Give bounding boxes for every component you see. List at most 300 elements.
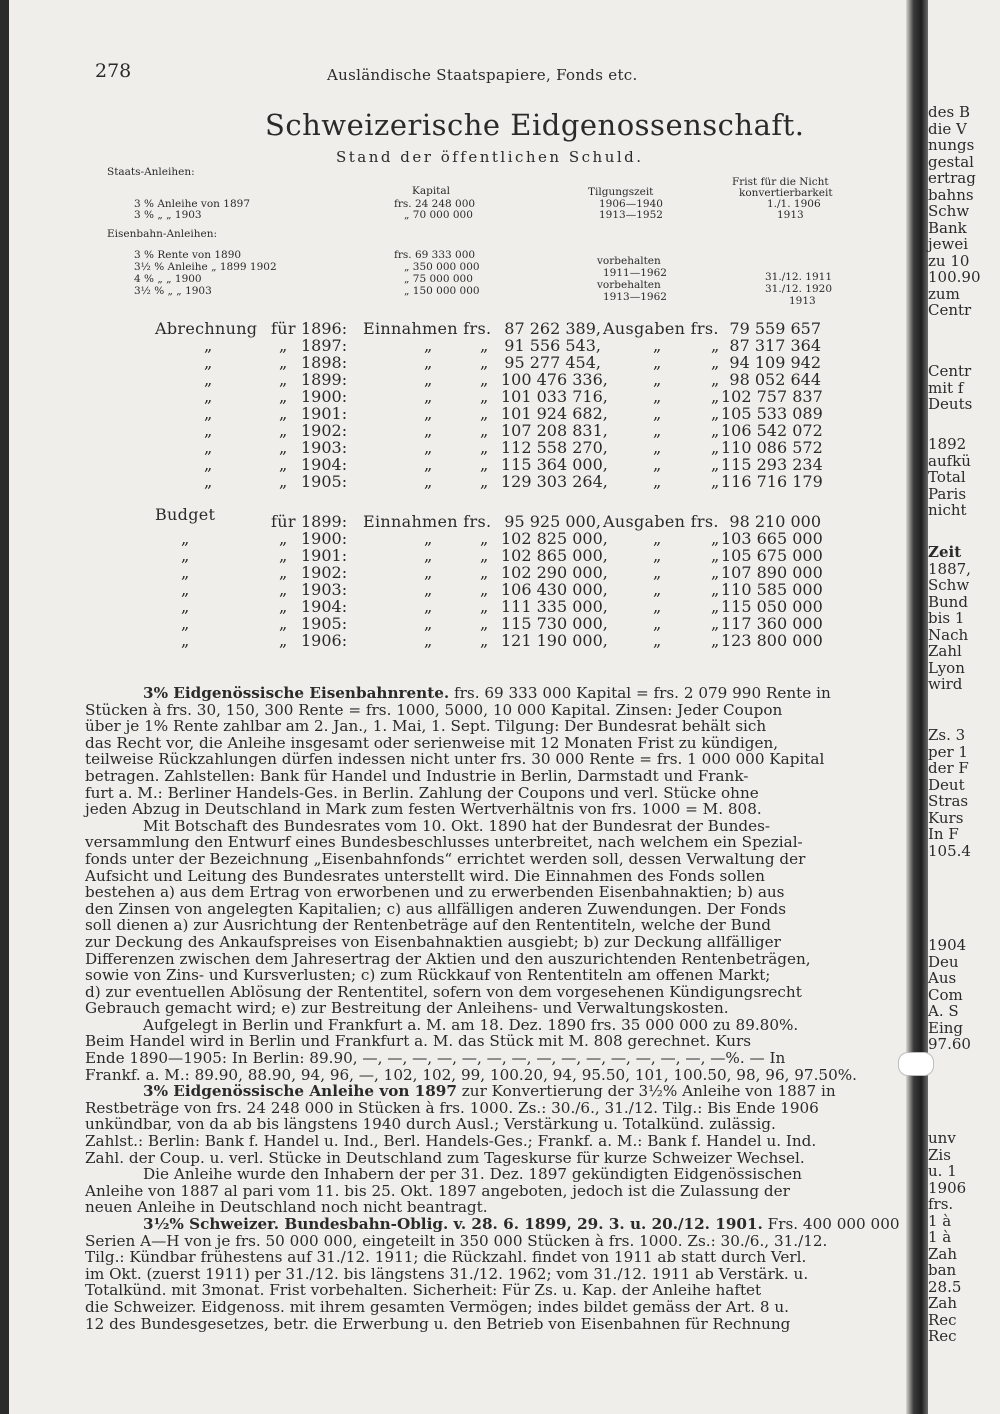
paragraph-line: Ende 1890—1905: In Berlin: 89.90, —, —, —, —, —, —, —, —, —, —, —, —, —, —, —%. — In — [85, 1049, 786, 1068]
einnahmen-label: Einnahmen frs. — [363, 319, 492, 338]
paragraph-line: teilweise Rückzahlungen dürfen indessen nicht unter frs. 30 000 Rente = frs. 1 000 000 Kapital — [85, 750, 825, 769]
margin-line: Nach — [928, 625, 969, 644]
bahn-row-kapital: frs. 69 333 000 — [394, 249, 476, 261]
paragraph-line: d) zur eventuellen Ablösung der Rententitel, sofern von dem vorgesehenen Kündigungsrecht — [85, 982, 802, 1001]
ausgaben-cell: 110 585 000 — [721, 580, 823, 599]
budget-ditto-col-2 — [279, 530, 299, 649]
page-subtitle: Stand der öffentlichen Schuld. — [336, 148, 644, 166]
einnahmen-cell: 100 476 336, — [501, 370, 608, 389]
ditto-mark: „ — [279, 546, 288, 565]
ditto-mark: „ — [204, 404, 213, 423]
ditto-mark: „ — [480, 421, 489, 440]
margin-line: frs. — [928, 1195, 954, 1213]
ausgaben-cell: 116 716 179 — [721, 472, 823, 491]
ditto-mark: „ — [279, 336, 288, 355]
ausgaben-cell: 103 665 000 — [721, 529, 823, 548]
paragraph-line: Aufgelegt in Berlin und Frankfurt a. M. am 18. Dez. 1890 frs. 35 000 000 zu 89.80%. — [143, 1015, 799, 1034]
year-cell: 1896: — [301, 319, 348, 338]
ditto-mark: „ — [424, 614, 433, 633]
einnahmen-cell: 102 825 000, — [501, 529, 608, 548]
einnahmen-cell: 107 208 831, — [501, 421, 608, 440]
ditto-mark: „ — [653, 353, 662, 372]
margin-line: Com — [928, 985, 963, 1004]
ditto-mark: „ — [653, 438, 662, 457]
ditto-mark: „ — [424, 597, 433, 616]
margin-line: Zah — [928, 1294, 958, 1312]
year-cell: 1904: — [301, 597, 348, 616]
abrechnung-years — [301, 320, 347, 490]
bahn-frist: 1913 — [789, 295, 816, 307]
margin-line: 1906 — [928, 1178, 967, 1197]
ausgaben-cell: 87 317 364 — [729, 336, 821, 355]
ditto-mark: „ — [424, 370, 433, 389]
einnahmen-cell: 102 290 000, — [501, 563, 608, 582]
paragraph-line: neuen Anleihe in Deutschland noch nicht beantragt. — [85, 1198, 488, 1217]
ditto-mark: „ — [653, 546, 662, 565]
paragraph-line: Totalkünd. mit 3monat. Frist vorbehalten. Sicherheit: Für Zs. u. Kap. der Anleihe haftet — [85, 1281, 762, 1300]
margin-line: Aus — [928, 969, 957, 987]
page-title: Schweizerische Eidgenossenschaft. — [265, 108, 805, 142]
facing-page-fragment — [928, 0, 1000, 1414]
ausgaben-cell: 123 800 000 — [721, 631, 823, 650]
ausgaben-ditto-col — [653, 337, 673, 490]
paragraph-line: Frankf. a. M.: 89.90, 88.90, 94, 96, —, 102, 102, 99, 100.20, 94, 95.50, 101, 100.50, 98, 96, 97.50%. — [85, 1065, 857, 1084]
ditto-mark: „ — [653, 336, 662, 355]
ditto-mark: „ — [653, 370, 662, 389]
staats-row-tilgung: 1906—1940 — [599, 198, 663, 210]
paragraph-line: zur Deckung des Ankaufspreises von Eisenbahnaktien ausgiebt; b) zur Deckung allfälliger — [85, 932, 781, 951]
year-cell: 1906: — [301, 631, 348, 650]
paragraph-line: Aufsicht und Leitung des Bundesrates unterstellt wird. Die Einnahmen des Fonds sollen — [85, 866, 765, 885]
margin-line: u. 1 — [928, 1162, 957, 1180]
paragraph-line: Tilg.: Kündbar frühestens auf 31./12. 1911; die Rückzahl. findet von 1911 ab statt durch Verl. — [85, 1248, 807, 1267]
margin-block — [928, 937, 1000, 1053]
staats-row-frist: 1./1. 1906 — [767, 198, 821, 210]
paragraph-line: jeden Abzug in Deutschland in Mark zum festen Wertverhältnis von frs. 1000 = M. 808. — [85, 800, 762, 819]
ditto-mark: „ — [653, 421, 662, 440]
paragraph-line: Restbeträge von frs. 24 248 000 in Stücken à frs. 1000. Zs.: 30./6., 31./12. Tilg.: Bis Ende 1906 — [85, 1098, 819, 1117]
ausgaben-cell: 79 559 657 — [729, 319, 821, 338]
ditto-mark: „ — [279, 455, 288, 474]
bahn-tilgung: vorbehalten — [597, 279, 661, 291]
margin-line: Schw — [928, 576, 970, 594]
ditto-mark: „ — [279, 353, 288, 372]
year-cell: 1901: — [301, 546, 348, 565]
margin-line: die V — [928, 119, 967, 138]
paragraph-line: im Okt. (zuerst 1911) per 31./12. bis längstens 31./12. 1962; vom 31./12. 1911 ab Verstärk. u. — [85, 1264, 809, 1283]
ditto-mark: „ — [279, 404, 288, 423]
margin-line: ertrag — [928, 169, 976, 187]
ditto-mark: „ — [424, 472, 433, 491]
ditto-mark: „ — [204, 370, 213, 389]
year-cell: 1900: — [301, 387, 348, 406]
ausgaben-cell: 106 542 072 — [721, 421, 823, 440]
year-cell: 1904: — [301, 455, 348, 474]
ditto-mark: „ — [204, 438, 213, 457]
ditto-mark: „ — [424, 438, 433, 457]
margin-line: Rec — [928, 1327, 957, 1345]
margin-block — [928, 104, 1000, 319]
paragraph-line: Stücken à frs. 30, 150, 300 Rente = frs. 1000, 5000, 10 000 Kapital. Zinsen: Jeder Coupon — [85, 700, 783, 719]
ditto-mark: „ — [653, 597, 662, 616]
bahn-tilgung: vorbehalten — [597, 255, 661, 267]
ditto-mark: „ — [480, 597, 489, 616]
ditto-mark: „ — [480, 529, 489, 548]
text-run: frs. 69 333 000 Kapital = frs. 2 079 990 Rente in — [449, 684, 831, 702]
year-cell: 1899: — [301, 512, 348, 531]
year-cell: 1903: — [301, 438, 348, 457]
ausgaben-cell: 105 533 089 — [721, 404, 823, 423]
margin-line: A. S — [928, 1002, 959, 1020]
ausgaben-cell: 107 890 000 — [721, 563, 823, 582]
staats-row-frist: 1913 — [777, 209, 804, 221]
ditto-mark: „ — [424, 387, 433, 406]
paragraph-line: bestehen a) aus dem Ertrag von erworbenen und zu erwerbenden Eisenbahnaktien; b) aus — [85, 883, 785, 902]
year-cell: 1900: — [301, 529, 348, 548]
margin-line: Zahl — [928, 642, 962, 660]
ditto-mark: „ — [181, 529, 190, 548]
bahn-row-desc: 3 % Rente von 1890 — [134, 249, 242, 261]
year-cell: 1903: — [301, 580, 348, 599]
margin-line: aufkü — [928, 451, 971, 470]
einnahmen-cell: 87 262 389, — [504, 319, 601, 338]
einnahmen-cell: 112 558 270, — [501, 438, 608, 457]
margin-line: 1887, — [928, 559, 971, 578]
year-cell: 1901: — [301, 404, 348, 423]
ditto-mark: „ — [279, 529, 288, 548]
margin-line: 28.5 — [928, 1277, 962, 1296]
ditto-mark: „ — [204, 353, 213, 372]
ditto-mark: „ — [204, 387, 213, 406]
ausgaben-cell: 94 109 942 — [729, 353, 821, 372]
paragraph-line: Gebrauch gemacht wird; e) zur Bestreitung der Anleihens- und Verwaltungskosten. — [85, 999, 729, 1018]
ditto-mark: „ — [480, 370, 489, 389]
margin-line: 1904 — [928, 936, 967, 954]
ausgaben-cell: 105 675 000 — [721, 546, 823, 565]
paragraph-line — [85, 1215, 900, 1233]
abrechnung-ditto-col-2 — [279, 337, 299, 490]
ditto-mark: „ — [204, 421, 213, 440]
paragraph-line — [85, 1083, 885, 1100]
ditto-mark: „ — [653, 472, 662, 491]
margin-line: mit f — [928, 378, 964, 397]
margin-line: der F — [928, 759, 969, 777]
budget-ausgaben-values — [721, 513, 821, 649]
margin-line: gestal — [928, 152, 974, 171]
paragraph-line: Anleihe von 1887 al pari vom 11. bis 25. Okt. 1897 angeboten, jedoch ist die Zulassung der — [85, 1181, 790, 1200]
text-run: zur Konvertierung der 3½% Anleihe von 1887 in — [456, 1082, 836, 1101]
margin-line: Centr — [928, 301, 972, 319]
ditto-mark: „ — [480, 631, 489, 650]
margin-line: Total — [928, 468, 966, 486]
bahn-tilgung: 1911—1962 — [603, 267, 667, 279]
section-heading: 3½% Schweizer. Bundesbahn-Oblig. v. 28. 6. 1899, 29. 3. u. 20./12. 1901. — [143, 1215, 763, 1233]
einnahmen-cell: 101 033 716, — [501, 387, 608, 406]
ausgaben-label: Ausgaben frs. — [603, 319, 719, 338]
ditto-mark: „ — [424, 631, 433, 650]
ditto-mark: „ — [279, 421, 288, 440]
ditto-mark: „ — [424, 421, 433, 440]
staats-anleihen-label: Staats-Anleihen: — [107, 166, 195, 178]
ditto-mark: „ — [480, 472, 489, 491]
margin-block — [928, 363, 1000, 413]
ditto-mark: „ — [204, 472, 213, 491]
einnahmen-cell: 101 924 682, — [501, 404, 608, 423]
ditto-mark: „ — [711, 353, 720, 372]
ditto-mark: „ — [711, 580, 720, 599]
year-cell: 1897: — [301, 336, 348, 355]
ditto-mark: „ — [279, 614, 288, 633]
einnahmen-cell: 95 277 454, — [504, 353, 601, 372]
ditto-mark: „ — [424, 353, 433, 372]
bahn-tilgung: 1913—1962 — [603, 291, 667, 303]
ditto-mark: „ — [279, 387, 288, 406]
ditto-mark: „ — [480, 546, 489, 565]
margin-line: Paris — [928, 484, 967, 503]
ditto-mark: „ — [181, 546, 190, 565]
paragraph-line: betragen. Zahlstellen: Bank für Handel und Industrie in Berlin, Darmstadt und Frank- — [85, 766, 749, 785]
year-cell: 1899: — [301, 370, 348, 389]
margin-line: 1892 — [928, 435, 967, 453]
abrechnung-ditto-col — [204, 337, 224, 490]
margin-block — [928, 436, 1000, 519]
ditto-mark: „ — [424, 563, 433, 582]
ditto-mark: „ — [711, 421, 720, 440]
bahn-frist: 31./12. 1920 — [765, 283, 832, 295]
margin-line: Zis — [928, 1145, 951, 1164]
einnahmen-cell: 91 556 543, — [504, 336, 601, 355]
ditto-mark: „ — [480, 580, 489, 599]
einnahmen-cell: 121 190 000, — [501, 631, 608, 650]
einnahmen-cell: 106 430 000, — [501, 580, 608, 599]
ditto-mark: „ — [181, 563, 190, 582]
section-heading: 3% Eidgenössische Eisenbahnrente. — [143, 684, 450, 702]
margin-line: zum — [928, 284, 960, 303]
margin-line: Deuts — [928, 395, 973, 413]
year-cell: 1905: — [301, 614, 348, 633]
paragraph-line: Beim Handel wird in Berlin und Frankfurt a. M. das Stück mit M. 808 gerechnet. Kurs — [85, 1032, 752, 1051]
ditto-mark: „ — [480, 353, 489, 372]
ausgaben-cell: 115 050 000 — [721, 597, 823, 616]
ditto-mark: „ — [424, 404, 433, 423]
ditto-mark: „ — [424, 580, 433, 599]
paragraph-line: das Recht vor, die Anleihe insgesamt oder serienweise mit 12 Monaten Frist zu kündigen, — [85, 733, 779, 752]
margin-line: bis 1 — [928, 609, 965, 627]
margin-line: Centr — [928, 362, 972, 380]
ditto-mark: „ — [711, 387, 720, 406]
ausgaben-cell: 110 086 572 — [721, 438, 823, 457]
budget-ein-ditto — [424, 530, 444, 649]
ausgaben-cell: 117 360 000 — [721, 614, 823, 633]
page-number: 278 — [95, 60, 132, 82]
paragraph-line: soll dienen a) zur Ausrichtung der Rentenbeträge auf den Rententiteln, welche der Bund — [85, 916, 772, 935]
margin-line: Eing — [928, 1018, 964, 1037]
frist-header-1: Frist für die Nicht — [732, 176, 829, 188]
ditto-mark: „ — [653, 529, 662, 548]
ditto-mark: „ — [711, 472, 720, 491]
paragraph-line: Zahlst.: Berlin: Bank f. Handel u. Ind., Berl. Handels-Ges.; Frankf. a. M.: Bank f. Handel u. Ind. — [85, 1132, 817, 1151]
ausgaben-cell: 102 757 837 — [721, 387, 823, 406]
tilgung-header: Tilgungszeit — [588, 186, 654, 198]
margin-line: nungs — [928, 136, 975, 154]
frist-header-2: konvertierbarkeit — [739, 187, 833, 199]
paragraph-line: Die Anleihe wurde den Inhabern der per 31. Dez. 1897 gekündigten Eidgenössischen — [143, 1165, 802, 1184]
einnahmen-label: Einnahmen frs. — [363, 512, 492, 531]
ditto-mark: „ — [653, 387, 662, 406]
ditto-mark: „ — [204, 336, 213, 355]
margin-line: nicht — [928, 501, 967, 519]
bahn-row-kapital: „ 75 000 000 — [404, 273, 473, 285]
ditto-mark: „ — [653, 404, 662, 423]
budget-label: Budget — [155, 505, 216, 524]
paper-clip-artifact — [898, 1052, 934, 1076]
year-cell: 1898: — [301, 353, 348, 372]
fuer-label: für — [271, 319, 296, 338]
ditto-mark: „ — [480, 455, 489, 474]
ditto-mark: „ — [480, 614, 489, 633]
running-head: Ausländische Staatspapiere, Fonds etc. — [327, 66, 638, 84]
staats-row-tilgung: 1913—1952 — [599, 209, 663, 221]
paragraph-eisenbahnrente — [85, 684, 900, 1333]
ditto-mark: „ — [181, 580, 190, 599]
paragraph-line: Mit Botschaft des Bundesrates vom 10. Okt. 1890 hat der Bundesrat der Bundes- — [143, 816, 771, 835]
margin-line: 1 à — [928, 1228, 952, 1246]
paragraph-line: unkündbar, von da ab bis längstens 1940 durch Ausl.; Verstärkung u. Totalkünd. zulässig. — [85, 1115, 776, 1134]
staats-row-desc: 3 % Anleihe von 1897 — [134, 198, 250, 210]
left-binding-edge — [0, 0, 9, 1414]
einnahmen-cell: 102 865 000, — [501, 546, 608, 565]
budget-ditto-col — [181, 530, 201, 649]
margin-line: bahns — [928, 185, 974, 204]
margin-line: jewei — [928, 235, 969, 253]
abrechnung-label: Abrechnung — [155, 319, 258, 338]
paragraph-line: 12 des Bundesgesetzes, betr. die Erwerbung u. den Betrieb von Eisenbahnen für Rechnung — [85, 1314, 791, 1333]
ditto-mark: „ — [711, 597, 720, 616]
ditto-mark: „ — [279, 580, 288, 599]
ditto-mark: „ — [480, 438, 489, 457]
staats-row-desc: 3 % „ „ 1903 — [134, 209, 202, 221]
book-spine-shadow — [906, 0, 928, 1414]
ditto-mark: „ — [711, 614, 720, 633]
margin-line: Stras — [928, 792, 969, 810]
ditto-mark: „ — [711, 546, 720, 565]
bahn-row-desc: 3½ % „ „ 1903 — [134, 285, 212, 297]
main-page — [9, 0, 906, 1414]
ditto-mark: „ — [653, 580, 662, 599]
margin-line: Zah — [928, 1244, 958, 1263]
ditto-mark: „ — [480, 387, 489, 406]
margin-heading: Zeit — [928, 543, 962, 561]
paragraph-line: die Schweizer. Eidgenoss. mit ihrem gesamten Vermögen; indes bildet gemäss der Art. 8 u. — [85, 1297, 789, 1316]
einnahmen-cell: 115 364 000, — [501, 455, 608, 474]
ditto-mark: „ — [711, 631, 720, 650]
ditto-mark: „ — [204, 455, 213, 474]
margin-line: Rec — [928, 1310, 957, 1329]
ditto-mark: „ — [653, 455, 662, 474]
einnahmen-cell: 129 303 264, — [501, 472, 608, 491]
eisenbahn-anleihen-label: Eisenbahn-Anleihen: — [107, 228, 217, 240]
paragraph-line: Zahl. der Coup. u. verl. Stücke in Deutschland zum Tageskurse für kurze Schweizer Wechsel. — [85, 1148, 805, 1167]
ditto-mark: „ — [711, 336, 720, 355]
paragraph-line: furt a. M.: Berliner Handels-Ges. in Berlin. Zahlung der Coupons und verl. Stücke ohne — [85, 783, 759, 802]
ausgaben-cell: 98 052 644 — [729, 370, 821, 389]
budget-einnahmen-values — [501, 512, 608, 650]
ditto-mark: „ — [480, 336, 489, 355]
margin-line: Kurs — [928, 808, 964, 827]
ditto-mark: „ — [424, 336, 433, 355]
margin-line: 100.90 — [928, 268, 981, 286]
ditto-mark: „ — [653, 614, 662, 633]
margin-line: In F — [928, 825, 959, 843]
margin-line: Bund — [928, 592, 968, 611]
margin-line: Bank — [928, 218, 967, 237]
margin-block — [928, 727, 1000, 859]
ditto-mark: „ — [181, 614, 190, 633]
section-heading: 3% Eidgenössische Anleihe von 1897 — [143, 1082, 457, 1101]
paragraph-line: versammlung den Entwurf eines Bundesbeschlusses unterbreitet, nach welchem ein Spezial- — [85, 833, 803, 852]
ditto-mark: „ — [480, 563, 489, 582]
bahn-row-kapital: „ 150 000 000 — [404, 285, 480, 297]
budget-ein-ditto-2 — [480, 530, 500, 649]
text-run: Frs. 400 000 000 — [762, 1215, 900, 1233]
ditto-mark: „ — [711, 529, 720, 548]
ausgaben-cell: 115 293 234 — [721, 455, 823, 474]
margin-line: Zs. 3 — [928, 726, 966, 744]
paragraph-line — [85, 685, 885, 702]
margin-line: ban — [928, 1261, 957, 1279]
margin-line: wird — [928, 675, 963, 693]
ditto-mark: „ — [424, 546, 433, 565]
margin-line: Schw — [928, 202, 970, 220]
budget-years — [301, 513, 347, 649]
einnahmen-cell: 115 730 000, — [501, 614, 608, 633]
einnahmen-cell: 95 925 000, — [504, 512, 601, 531]
paragraph-line: fonds unter der Bezeichnung „Eisenbahnfonds“ errichtet werden soll, dessen Verwaltung der — [85, 849, 806, 868]
margin-line: 97.60 — [928, 1035, 971, 1053]
margin-line: Deu — [928, 952, 959, 971]
ditto-mark: „ — [279, 597, 288, 616]
staats-row-kapital: frs. 24 248 000 — [394, 198, 476, 210]
budget-aus-ditto — [653, 530, 673, 649]
margin-line: Deut — [928, 775, 965, 794]
ausgaben-values — [721, 320, 821, 490]
ditto-mark: „ — [181, 597, 190, 616]
margin-line: des B — [928, 103, 970, 121]
margin-block — [928, 1130, 1000, 1345]
ditto-mark: „ — [279, 563, 288, 582]
paragraph-line: über je 1% Rente zahlbar am 2. Jan., 1. Mai, 1. Sept. Tilgung: Der Bundesrat behält sich — [85, 717, 767, 736]
ditto-mark: „ — [424, 529, 433, 548]
bahn-row-desc: 4 % „ „ 1900 — [134, 273, 202, 285]
ditto-mark: „ — [279, 370, 288, 389]
ditto-mark: „ — [181, 631, 190, 650]
einnahmen-cell: 111 335 000, — [501, 597, 608, 616]
year-cell: 1902: — [301, 421, 348, 440]
ditto-mark: „ — [711, 563, 720, 582]
ausgaben-label: Ausgaben frs. — [603, 512, 719, 531]
ditto-mark: „ — [711, 404, 720, 423]
einnahmen-ditto-col — [424, 337, 444, 490]
ditto-mark: „ — [279, 472, 288, 491]
ditto-mark: „ — [424, 455, 433, 474]
margin-line: Lyon — [928, 658, 965, 677]
ditto-mark: „ — [279, 438, 288, 457]
bahn-row-desc: 3½ % Anleihe „ 1899 1902 — [134, 261, 277, 273]
paragraph-line: Differenzen zwischen dem Jahresertrag der Aktien und den auszurichtenden Rentenbeträgen, — [85, 949, 811, 968]
paragraph-line: den Zinsen von angelegten Kapitalien; c) aus allfälligen anderen Zuwendungen. Der Fonds — [85, 899, 787, 918]
paragraph-line: sowie von Zins- und Kursverlusten; c) zum Rückkauf von Rententiteln am offenen Markt; — [85, 966, 771, 985]
einnahmen-ditto-col-2 — [480, 337, 500, 490]
